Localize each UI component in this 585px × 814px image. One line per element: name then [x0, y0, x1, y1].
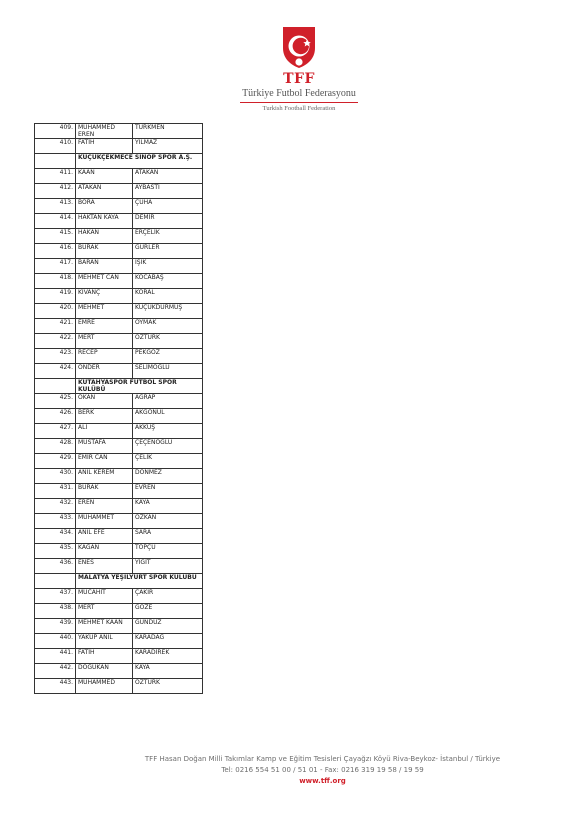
- player-number-cell: 420.: [35, 304, 76, 319]
- player-number-cell: 423.: [35, 349, 76, 364]
- player-number-cell: 429.: [35, 454, 76, 469]
- player-first-name-cell: YAKUP ANIL: [76, 634, 133, 649]
- player-first-name-cell: EMİR CAN: [76, 454, 133, 469]
- player-number-cell: 415.: [35, 229, 76, 244]
- player-row: [35, 169, 203, 184]
- player-last-name-cell: KORAL: [133, 289, 203, 304]
- player-number-cell: 419.: [35, 289, 76, 304]
- player-row: [35, 139, 203, 154]
- player-number-cell: 434.: [35, 529, 76, 544]
- roster-body: [35, 124, 203, 694]
- player-first-name-cell: BERK: [76, 409, 133, 424]
- player-first-name-cell: MÜCAHİT: [76, 589, 133, 604]
- club-header-row: [35, 574, 203, 589]
- player-first-name-cell: BURAK: [76, 484, 133, 499]
- footer-phone: Tel: 0216 554 51 00 / 51 01 - Fax: 0216 319 19 58 / 19 59: [221, 766, 424, 774]
- player-last-name-cell: YİĞİT: [133, 559, 203, 574]
- player-first-name-cell: ANIL EFE: [76, 529, 133, 544]
- logo-divider: [240, 102, 358, 103]
- player-last-name-cell: DEMİR: [133, 214, 203, 229]
- player-number-cell: 414.: [35, 214, 76, 229]
- player-row: [35, 679, 203, 694]
- player-first-name-cell: KAAN: [76, 169, 133, 184]
- federation-name: Türkiye Futbol Federasyonu: [242, 88, 356, 99]
- player-last-name-cell: KARADİREK: [133, 649, 203, 664]
- player-last-name-cell: TOPÇU: [133, 544, 203, 559]
- player-row: [35, 664, 203, 679]
- player-last-name-cell: KÜÇÜKDURMUŞ: [133, 304, 203, 319]
- player-number-cell: 442.: [35, 664, 76, 679]
- player-row: [35, 514, 203, 529]
- player-first-name-cell: MEHMET: [76, 304, 133, 319]
- player-first-name-cell: MUHAMMET: [76, 514, 133, 529]
- player-row: [35, 469, 203, 484]
- player-number-cell: 438.: [35, 604, 76, 619]
- player-row: [35, 439, 203, 454]
- player-number-cell: 425.: [35, 394, 76, 409]
- player-first-name-cell: HAKTAN KAYA: [76, 214, 133, 229]
- player-last-name-cell: ÖZTÜRK: [133, 679, 203, 694]
- tff-logo: [238, 24, 360, 112]
- player-row: [35, 589, 203, 604]
- player-row: [35, 304, 203, 319]
- player-number-cell: 430.: [35, 469, 76, 484]
- player-first-name-cell: MEHMET KAAN: [76, 619, 133, 634]
- player-last-name-cell: KOCABAŞ: [133, 274, 203, 289]
- tff-crest-icon: [279, 24, 319, 70]
- player-last-name-cell: PEKGÖZ: [133, 349, 203, 364]
- player-first-name-cell: ANIL KEREM: [76, 469, 133, 484]
- player-first-name-cell: HAKAN: [76, 229, 133, 244]
- player-last-name-cell: ÇEÇENOĞLU: [133, 439, 203, 454]
- player-first-name-cell: BARAN: [76, 259, 133, 274]
- player-number-cell: 441.: [35, 649, 76, 664]
- player-number-cell: 437.: [35, 589, 76, 604]
- footer-website-link[interactable]: www.tff.org: [299, 777, 346, 785]
- player-row: [35, 214, 203, 229]
- player-row: [35, 124, 203, 139]
- player-number-cell: 422.: [35, 334, 76, 349]
- player-first-name-cell: ALİ: [76, 424, 133, 439]
- player-row: [35, 619, 203, 634]
- brand-name: TFF: [283, 71, 315, 87]
- club-number-cell: [35, 379, 76, 394]
- player-last-name-cell: ÇELİK: [133, 454, 203, 469]
- player-last-name-cell: GÜRLER: [133, 244, 203, 259]
- player-number-cell: 436.: [35, 559, 76, 574]
- player-number-cell: 440.: [35, 634, 76, 649]
- player-row: [35, 559, 203, 574]
- player-row: [35, 604, 203, 619]
- player-row: [35, 289, 203, 304]
- player-first-name-cell: KAĞAN: [76, 544, 133, 559]
- player-last-name-cell: AĞRAP: [133, 394, 203, 409]
- player-first-name-cell: BORA: [76, 199, 133, 214]
- player-number-cell: 432.: [35, 499, 76, 514]
- club-name-cell: KÜTAHYASPOR FUTBOL SPOR KULÜBÜ: [76, 379, 203, 394]
- player-last-name-cell: AKKUŞ: [133, 424, 203, 439]
- player-last-name-cell: ÖZKAN: [133, 514, 203, 529]
- club-header-row: [35, 379, 203, 394]
- player-number-cell: 411.: [35, 169, 76, 184]
- player-row: [35, 529, 203, 544]
- player-number-cell: 435.: [35, 544, 76, 559]
- player-number-cell: 433.: [35, 514, 76, 529]
- player-last-name-cell: ÖZTÜRK: [133, 334, 203, 349]
- player-last-name-cell: SELİMOĞLU: [133, 364, 203, 379]
- player-last-name-cell: DÖNMEZ: [133, 469, 203, 484]
- player-row: [35, 349, 203, 364]
- player-number-cell: 424.: [35, 364, 76, 379]
- player-first-name-cell: ATAKAN: [76, 184, 133, 199]
- player-last-name-cell: ERÇELİK: [133, 229, 203, 244]
- player-row: [35, 394, 203, 409]
- federation-name-english: Turkish Football Federation: [262, 105, 336, 112]
- player-number-cell: 409.: [35, 124, 76, 139]
- player-roster-table: [34, 123, 203, 694]
- player-last-name-cell: ÇAKIR: [133, 589, 203, 604]
- player-last-name-cell: KAYA: [133, 664, 203, 679]
- player-number-cell: 416.: [35, 244, 76, 259]
- player-first-name-cell: ENES: [76, 559, 133, 574]
- player-number-cell: 428.: [35, 439, 76, 454]
- player-row: [35, 334, 203, 349]
- player-row: [35, 484, 203, 499]
- player-number-cell: 421.: [35, 319, 76, 334]
- player-last-name-cell: GÜNDÜZ: [133, 619, 203, 634]
- player-last-name-cell: EVREN: [133, 484, 203, 499]
- footer-address: TFF Hasan Doğan Milli Takımlar Kamp ve Eğitim Tesisleri Çayağzı Köyü Riva-Beykoz- İstanbul / Türkiye: [144, 755, 501, 763]
- player-number-cell: 417.: [35, 259, 76, 274]
- club-name-cell: KÜÇÜKÇEKMECE SİNOP SPOR A.Ş.: [76, 154, 203, 169]
- player-number-cell: 443.: [35, 679, 76, 694]
- player-number-cell: 427.: [35, 424, 76, 439]
- player-row: [35, 364, 203, 379]
- page-footer: [0, 754, 585, 787]
- player-row: [35, 424, 203, 439]
- player-row: [35, 499, 203, 514]
- player-first-name-cell: MUHAMMED: [76, 679, 133, 694]
- player-first-name-cell: KIVANÇ: [76, 289, 133, 304]
- player-number-cell: 418.: [35, 274, 76, 289]
- player-first-name-cell: MERT: [76, 604, 133, 619]
- player-first-name-cell: MUHAMMED EREN: [76, 124, 133, 139]
- player-last-name-cell: SARA: [133, 529, 203, 544]
- player-row: [35, 544, 203, 559]
- player-number-cell: 426.: [35, 409, 76, 424]
- club-number-cell: [35, 574, 76, 589]
- player-last-name-cell: AKGÖNÜL: [133, 409, 203, 424]
- player-first-name-cell: RECEP: [76, 349, 133, 364]
- player-last-name-cell: ÇUHA: [133, 199, 203, 214]
- player-number-cell: 412.: [35, 184, 76, 199]
- player-first-name-cell: ÖNDER: [76, 364, 133, 379]
- club-header-row: [35, 154, 203, 169]
- player-first-name-cell: FATİH: [76, 139, 133, 154]
- player-last-name-cell: AYBASTI: [133, 184, 203, 199]
- player-last-name-cell: YILMAZ: [133, 139, 203, 154]
- player-last-name-cell: OYMAK: [133, 319, 203, 334]
- player-row: [35, 244, 203, 259]
- player-first-name-cell: OKAN: [76, 394, 133, 409]
- player-row: [35, 454, 203, 469]
- player-row: [35, 184, 203, 199]
- player-last-name-cell: IŞIK: [133, 259, 203, 274]
- club-number-cell: [35, 154, 76, 169]
- player-first-name-cell: MEHMET CAN: [76, 274, 133, 289]
- player-first-name-cell: MERT: [76, 334, 133, 349]
- player-number-cell: 439.: [35, 619, 76, 634]
- player-first-name-cell: EMRE: [76, 319, 133, 334]
- player-row: [35, 199, 203, 214]
- player-row: [35, 274, 203, 289]
- player-row: [35, 649, 203, 664]
- player-first-name-cell: FATİH: [76, 649, 133, 664]
- player-number-cell: 410.: [35, 139, 76, 154]
- player-number-cell: 413.: [35, 199, 76, 214]
- player-row: [35, 259, 203, 274]
- player-last-name-cell: TÜRKMEN: [133, 124, 203, 139]
- player-first-name-cell: BURAK: [76, 244, 133, 259]
- player-row: [35, 634, 203, 649]
- player-first-name-cell: MUSTAFA: [76, 439, 133, 454]
- player-row: [35, 229, 203, 244]
- player-number-cell: 431.: [35, 484, 76, 499]
- player-last-name-cell: KARADAĞ: [133, 634, 203, 649]
- player-last-name-cell: KAYA: [133, 499, 203, 514]
- player-last-name-cell: ATAKAN: [133, 169, 203, 184]
- club-name-cell: MALATYA YEŞİLYURT SPOR KULÜBÜ: [76, 574, 203, 589]
- player-row: [35, 409, 203, 424]
- player-first-name-cell: EREN: [76, 499, 133, 514]
- player-first-name-cell: DOĞUKAN: [76, 664, 133, 679]
- player-last-name-cell: GÖZE: [133, 604, 203, 619]
- player-row: [35, 319, 203, 334]
